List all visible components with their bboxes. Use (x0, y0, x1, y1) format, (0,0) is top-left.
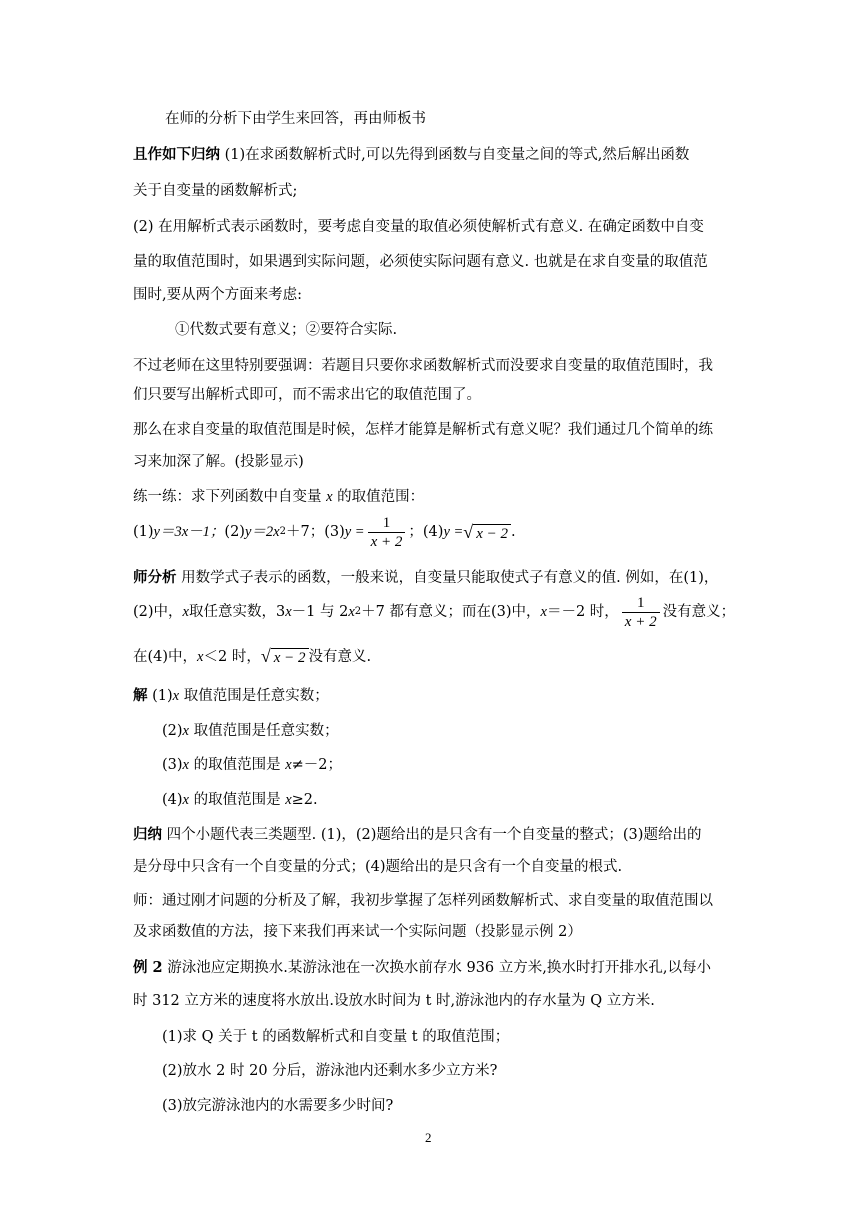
text: ≠－2； (291, 757, 343, 773)
paragraph-line: 在师的分析下由学生来回答，再由师板书 (165, 111, 426, 127)
solution-line (162, 755, 342, 775)
paragraph-line: 及求函数值的方法，接下来我们再来试一个实际问题（投影显示例 2） (133, 924, 582, 940)
var-x: x (285, 604, 292, 620)
text: ＜2 时， (203, 648, 261, 665)
ex-equation: ＋7； (285, 524, 325, 540)
fraction (368, 515, 406, 550)
summary-heading: 归纳 (133, 826, 162, 843)
paragraph-line: 们只要写出解析式即可，而不需求出它的取值范围了。 (133, 387, 481, 403)
radicand: x − 2 (473, 524, 511, 543)
fraction-denominator: x + 2 (622, 612, 660, 630)
ex-label: (3) (324, 524, 345, 540)
text: 取任意实数，3 (188, 604, 286, 620)
ex-equation: y＝3x－1； (153, 524, 225, 540)
exercise-prompt (133, 487, 424, 507)
question-line: (3)放完游泳池内的水需要多少时间? (162, 1098, 394, 1114)
text: 在(4)中， (133, 648, 198, 665)
var-x: x (172, 688, 180, 704)
square-root (261, 646, 309, 667)
text: 练一练：求下列函数中自变量 (133, 489, 327, 505)
var-x: x (182, 604, 189, 620)
fraction-denominator: x + 2 (368, 532, 406, 550)
ex-label: (4) (422, 524, 444, 540)
analysis-heading: 师分析 (133, 569, 177, 586)
var-x: x (285, 757, 292, 773)
paragraph-line: 关于自变量的函数解析式; (133, 183, 298, 199)
exercise-list: (1) y＝3x－1； (2) y＝2x 2 ＋7； (3) y = $\frac{1}{x + 2}$ ； (4) y = √ x − 2 . (133, 512, 516, 552)
fraction (622, 595, 660, 630)
paragraph-line: 师：通过刚才问题的分析及了解，我初步掌握了怎样列函数解析式、求自变量的取值范围以 (133, 893, 713, 909)
text: 取值范围是任意实数； (188, 723, 339, 739)
summary-line (133, 825, 701, 845)
radical-sign-icon: √ (260, 646, 271, 666)
var-x: x (182, 792, 189, 808)
text: (2) (162, 723, 183, 739)
paragraph-line: ①代数式要有意义；②要符合实际. (175, 322, 398, 338)
solution-line (162, 790, 318, 810)
solution-heading: 解 (133, 687, 148, 704)
paragraph-line: 那么在求自变量的取值范围是时候，怎样才能算是解析式有意义呢？我们通过几个简单的练 (133, 422, 713, 438)
text: (1)在求函数解析式时,可以先得到函数与自变量之间的等式,然后解出函数 (220, 147, 690, 163)
ex-equation: y = (443, 524, 464, 540)
solution-line (133, 686, 329, 706)
var-x: x (540, 604, 547, 620)
text: (1) (147, 688, 173, 704)
ex-equation: y = (344, 524, 365, 540)
text: (4) (162, 792, 183, 808)
paragraph-line: 围时,要从两个方面来考虑: (133, 287, 302, 303)
text: 没有意义； (662, 604, 736, 620)
text: 的取值范围： (332, 489, 425, 505)
ex-label: (1) (133, 524, 154, 540)
question-line: (2)放水 2 时 20 分后，游泳池内还剩水多少立方米? (162, 1063, 498, 1079)
page-number: 2 (425, 1130, 432, 1145)
analysis-line: (2)中， x 取任意实数，3 x －1 与 2 x 2 ＋7 都有意义；而在(3)中， x ＝－2 时， $\frac{1}{x + 2}$ 没有意义； (133, 592, 735, 632)
text: 游泳池应定期换水.某游泳池在一次换水前存水 936 立方米,换水时打开排水孔,以每小 (162, 960, 711, 976)
summary-line: 是分母中只含有一个自变量的分式；(4)题给出的是只含有一个自变量的根式. (133, 859, 623, 875)
paragraph-line: (2) 在用解析式表示函数时，要考虑自变量的取值必须使解析式有意义. 在确定函数中自变 (133, 219, 704, 235)
var-x: x (348, 604, 355, 620)
ex-equation: y＝2x (244, 524, 280, 540)
paragraph-line: 不过老师在这里特别要强调：若题目只要你求函数解析式而没要求自变量的取值范围时，我 (133, 358, 713, 374)
text: ＝－2 时， (546, 604, 619, 620)
text: 用数学式子表示的函数，一般来说，自变量只能取使式子有意义的值. 例如，在(1)， (176, 570, 719, 586)
text: 四个小题代表三类题型. (1)，(2)题给出的是只含有一个自变量的整式；(3)题给出的 (162, 827, 702, 843)
summary-heading: 且作如下归纳 (133, 146, 220, 163)
var-x: x (197, 648, 204, 665)
text: (2)中， (133, 604, 183, 620)
ex-label: (2) (224, 524, 245, 540)
paragraph-line: 习来加深了解。(投影显示) (133, 454, 304, 470)
question-line: (1)求 Q 关于 t 的函数解析式和自变量 t 的取值范围； (162, 1029, 510, 1045)
text: 的取值范围是 (188, 792, 286, 808)
radical-sign-icon: √ (463, 521, 474, 542)
var-x: x (182, 723, 189, 739)
text: 没有意义. (308, 648, 372, 665)
example-line: 时 312 立方米的速度将水放出.设放水时间为 t 时,游泳池内的存水量为 Q 立方米. (133, 993, 655, 1009)
fraction-numerator: 1 (636, 594, 645, 611)
paragraph-line: 量的取值范围时，如果遇到实际问题，必须使实际问题有意义. 也就是在求自变量的取值范 (133, 254, 708, 270)
analysis-line (133, 568, 718, 588)
text: . (510, 524, 516, 540)
example-line (133, 958, 711, 978)
text: ； (408, 524, 423, 540)
analysis-line (133, 646, 371, 667)
text: 的取值范围是 (188, 757, 286, 773)
radicand: x − 2 (271, 648, 309, 667)
fraction-numerator: 1 (382, 514, 391, 531)
var-x: x (285, 792, 292, 808)
solution-line (162, 721, 339, 741)
paragraph-line (133, 145, 689, 165)
text: 取值范围是任意实数； (179, 688, 329, 704)
text: －1 与 2 (291, 604, 349, 620)
var-x: x (326, 489, 333, 505)
text: ＋7 都有意义；而在(3)中， (361, 604, 541, 620)
var-x: x (182, 757, 189, 773)
square-root (463, 522, 511, 543)
text: ≥2. (291, 792, 318, 808)
example-heading: 例 2 (133, 959, 163, 976)
text: (3) (162, 757, 183, 773)
